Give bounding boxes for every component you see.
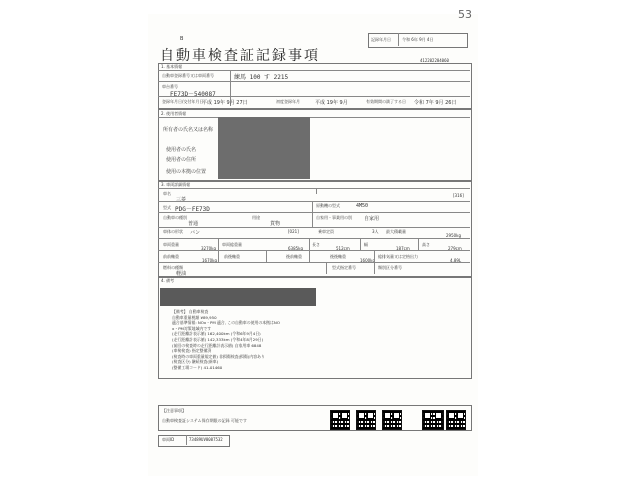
capacity-label: 乗車定員 [318, 229, 334, 234]
length-label: 長さ [312, 242, 320, 247]
front-axle-label: 前前軸重 [163, 254, 179, 259]
remarks-text [172, 309, 280, 371]
maker-label: 車名 [163, 191, 171, 196]
user-address-label: 使用者の住所 [166, 157, 197, 163]
model-label: 型式 [163, 205, 171, 210]
chassis-label: 車台番号 [162, 84, 178, 89]
engine-value: 4M50 [356, 203, 369, 209]
fuel-label: 燃料の種類 [163, 265, 183, 270]
weight-label: 車両重量 [163, 242, 179, 247]
type-number-label: 型式指定番号 [332, 265, 356, 270]
remarks-line: 【備考】 自動車検査 [172, 309, 209, 314]
registration-date-label: 登録年月日/交付年月日 [162, 99, 204, 104]
base-location-label: 使用の本拠の位置 [166, 169, 207, 175]
expiry-label: 有効期間の満了する日 [366, 99, 406, 104]
height-label: 高さ [422, 242, 430, 247]
vehicle-kind-value: 普通 [188, 221, 199, 227]
redacted-remarks [160, 288, 316, 306]
reg-number-label: 自動車登録番号又は車両番号 [162, 73, 214, 78]
expiry-value: 令和 7年 9月 26日 [414, 100, 457, 106]
redacted-user-info [218, 117, 310, 179]
page-title: 自動車検査証記録事項 [160, 48, 320, 64]
model-value: PDG－FE73D [175, 206, 210, 213]
vehicle-id-value: 73489UV8087532 [189, 437, 223, 442]
issue-date-label: 記録年月日 [371, 37, 391, 42]
width-label: 幅 [364, 242, 368, 247]
private-business-value: 自家用 [364, 216, 380, 222]
use-label: 用途 [252, 215, 260, 220]
private-business-label: 自家用・事業用の別 [316, 215, 352, 220]
reg-number-value: 練馬 100 す 2215 [234, 74, 289, 81]
notes-label: 【注意事項】 [162, 408, 186, 413]
first-year-value: 平成 19年 9月 [315, 100, 348, 106]
remarks-line: (整備工場コード) 41-01460 [172, 364, 223, 370]
section-2-title: 2. 使用者情報 [161, 111, 187, 116]
rear-axle-label: 後後軸重 [330, 254, 346, 259]
qr-code-2 [356, 410, 376, 430]
class-number-label: 類別区分番号 [378, 265, 402, 270]
registration-date-value: 平成 19年 9月 27日 [202, 100, 248, 106]
rear-front-axle-label: 後前軸重 [286, 254, 302, 259]
remarks-line: 適合基準情報: NOx・PM 適合, この自動車の使用の本拠はNO [172, 320, 280, 326]
engine-label: 原動機の型式 [316, 203, 340, 208]
qr-code-5 [446, 410, 466, 430]
remarks-line: (走行距離計表示値) 162,400km (令和6年9月4日) [172, 331, 261, 337]
fuel-value: 軽油 [176, 271, 187, 277]
remarks-line: x・PM対策地域内です [172, 325, 212, 331]
weight-value: 3270kg [201, 246, 217, 251]
qr-code-4 [422, 410, 444, 430]
issue-date-value: 令和 6年 9月 4日 [402, 37, 434, 42]
vehicle-id-label: 車両ID [162, 437, 175, 442]
owner-name-label: 所有者の氏名又は名称 [163, 127, 214, 133]
remarks-line: 自動車重量税額 ¥89,950 [172, 314, 217, 320]
remarks-line: (走行距離計表示値) 142,333km (令和4年8月29日) [172, 336, 264, 342]
maxload-value: 2950kg [446, 233, 462, 238]
corner-number: 53 [458, 8, 472, 21]
width-value: 187cm [396, 246, 410, 251]
displacement-label: 総排気量又は定格出力 [378, 254, 418, 259]
remarks-line: (検査時の車両重量規定値) 非損傷検査(損傷)内容あり [172, 353, 265, 359]
chassis-value: FE73D－540087 [170, 91, 216, 98]
maker-value: 三菱 [176, 197, 187, 203]
qr-code-3 [382, 410, 402, 430]
remarks-line: (前回の検査時の走行距離計表示値) 自家用車 6848 [172, 342, 262, 348]
shape-value: バン [190, 230, 201, 236]
gross-weight-value: 6385kg [288, 246, 304, 251]
section-4-title: 4. 備考 [161, 278, 175, 283]
notes-text: 自動車検査証システム保存期限の記録 可能です [162, 418, 247, 423]
front-axle-value: 1670kg [202, 258, 218, 263]
capacity-value: 3人 [372, 229, 379, 234]
use-value: 貨物 [270, 221, 281, 227]
remarks-line: (検査区分) 継続検査(新車) [172, 359, 219, 365]
maxload-label: 最大積載量 [386, 229, 406, 234]
front-rear-axle-label: 前後軸重 [224, 254, 240, 259]
gross-weight-label: 車両総重量 [222, 242, 242, 247]
vehicle-kind-label: 自動車の種別 [163, 215, 187, 220]
maker-code: [316] [453, 193, 464, 198]
rear-axle-value: 1600kg [360, 258, 376, 263]
doc-number: 412202284060 [420, 58, 449, 63]
remarks-line: (車検検査) 指定整備済 [172, 348, 212, 354]
user-name-label: 使用者の氏名 [166, 147, 197, 153]
first-year-label: 初度登録年月 [276, 99, 300, 104]
section-1-title: 1. 基本情報 [161, 64, 183, 69]
section-3-title: 3. 車両詳細情報 [161, 182, 191, 187]
qr-code-1 [330, 410, 350, 430]
shape-code: [021] [288, 229, 299, 234]
height-value: 279cm [448, 246, 462, 251]
length-value: 512cm [336, 246, 350, 251]
shape-label: 車体の形状 [163, 229, 183, 234]
small-b-mark: B [180, 36, 184, 42]
displacement-value: 4.89L [450, 258, 462, 263]
